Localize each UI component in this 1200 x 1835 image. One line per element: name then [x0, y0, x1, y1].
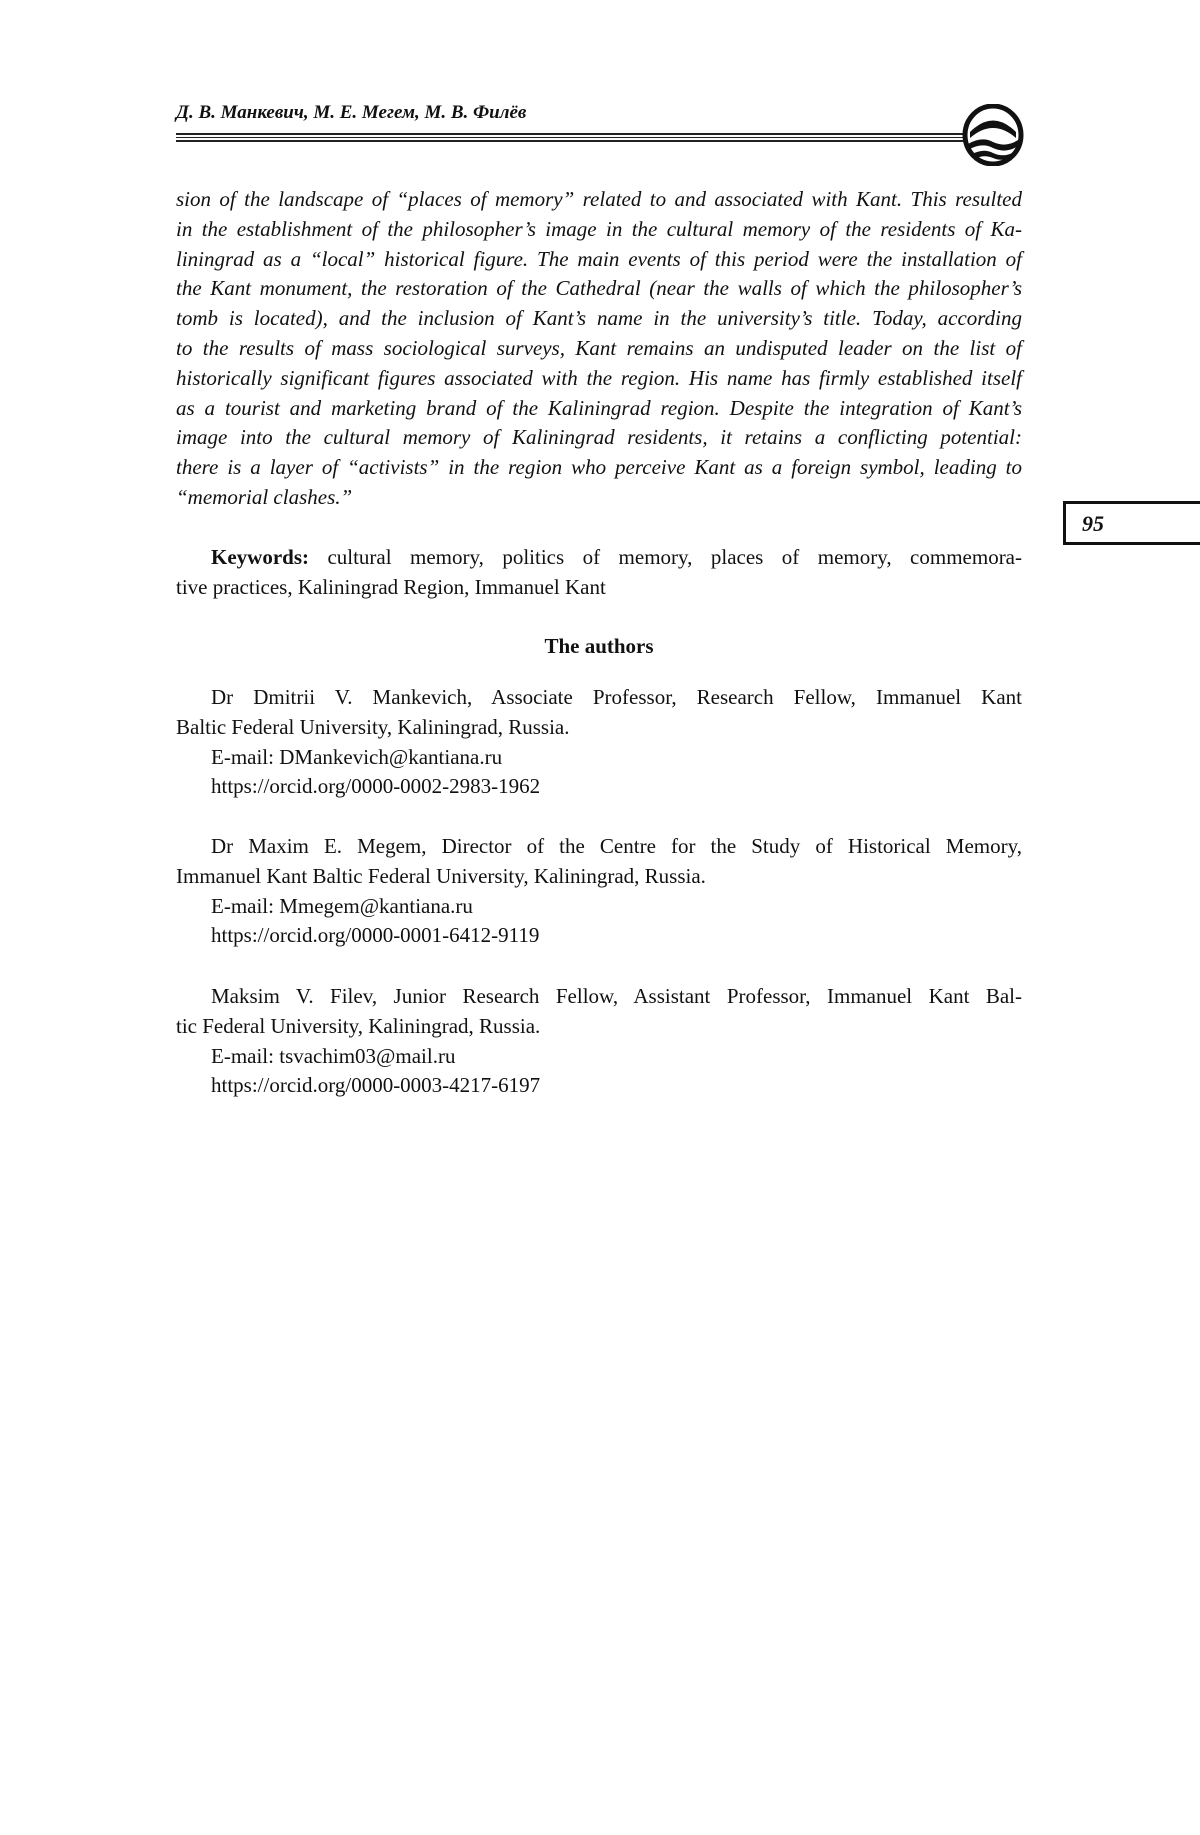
author-entry	[176, 832, 1022, 951]
text-line: liningrad as a “local” historical figure. The main events of this period were the installation of	[176, 246, 1022, 271]
text-line: in the establishment of the philosopher’s image in the cultural memory of the residents of Ka-	[176, 216, 1022, 241]
text-line: tomb is located), and the inclusion of Kant’s name in the university’s title. Today, according	[176, 306, 1022, 331]
author-orcid-link[interactable]: https://orcid.org/0000-0003-4217-6197	[211, 1073, 541, 1098]
keywords-text: cultural memory, politics of memory, places of memory, commemora-	[309, 545, 1022, 569]
author-affiliation: tic Federal University, Kaliningrad, Russia.	[176, 1013, 541, 1038]
text-line: sion of the landscape of “places of memory” related to and associated with Kant. This resulted	[176, 187, 1022, 211]
author-email[interactable]: E-mail: tsvachim03@mail.ru	[211, 1043, 456, 1068]
text-line: as a tourist and marketing brand of the Kaliningrad region. Despite the integration of Kant’s	[176, 395, 1022, 420]
author-affiliation: Baltic Federal University, Kaliningrad, Russia.	[176, 714, 570, 739]
author-orcid-link[interactable]: https://orcid.org/0000-0002-2983-1962	[211, 774, 541, 799]
text-line: “memorial clashes.”	[176, 484, 353, 509]
text-line: image into the cultural memory of Kaliningrad residents, it retains a conflicting potential:	[176, 425, 1022, 450]
text-line: historically significant figures associated with the region. His name has firmly established itself	[176, 365, 1022, 390]
author-affiliation: Dr Maxim E. Megem, Director of the Centre for the Study of Historical Memory,	[211, 834, 1022, 858]
header-rule	[176, 137, 966, 138]
page-number: 95	[1063, 501, 1200, 545]
author-affiliation: Immanuel Kant Baltic Federal University, Kaliningrad, Russia.	[176, 863, 706, 888]
text-line: there is a layer of “activists” in the region who perceive Kant as a foreign symbol, leading to	[176, 455, 1022, 480]
keywords-label: Keywords:	[211, 545, 309, 569]
abstract-text	[176, 185, 1022, 513]
keywords	[176, 543, 1022, 603]
header-rule	[176, 133, 966, 135]
author-orcid-link[interactable]: https://orcid.org/0000-0001-6412-9119	[211, 923, 540, 948]
text-line: the Kant monument, the restoration of the Cathedral (near the walls of which the philosopher’s	[176, 276, 1022, 301]
authors-heading: The authors	[544, 634, 654, 658]
keywords-text: tive practices, Kaliningrad Region, Immanuel Kant	[176, 574, 606, 599]
author-email[interactable]: E-mail: Mmegem@kantiana.ru	[211, 893, 473, 918]
author-email[interactable]: E-mail: DMankevich@kantiana.ru	[211, 744, 503, 769]
author-entry	[176, 683, 1022, 802]
running-title: Д. В. Манкевич, М. Е. Мегем, М. В. Филёв	[176, 102, 527, 123]
author-affiliation: Maksim V. Filev, Junior Research Fellow, Assistant Professor, Immanuel Kant Bal-	[211, 984, 1022, 1008]
author-affiliation: Dr Dmitrii V. Mankevich, Associate Professor, Research Fellow, Immanuel Kant	[211, 685, 1022, 709]
author-entry	[176, 982, 1022, 1101]
journal-logo-icon	[962, 104, 1024, 166]
text-line: to the results of mass sociological surveys, Kant remains an undisputed leader on the list of	[176, 335, 1022, 360]
header-rule	[176, 140, 966, 142]
